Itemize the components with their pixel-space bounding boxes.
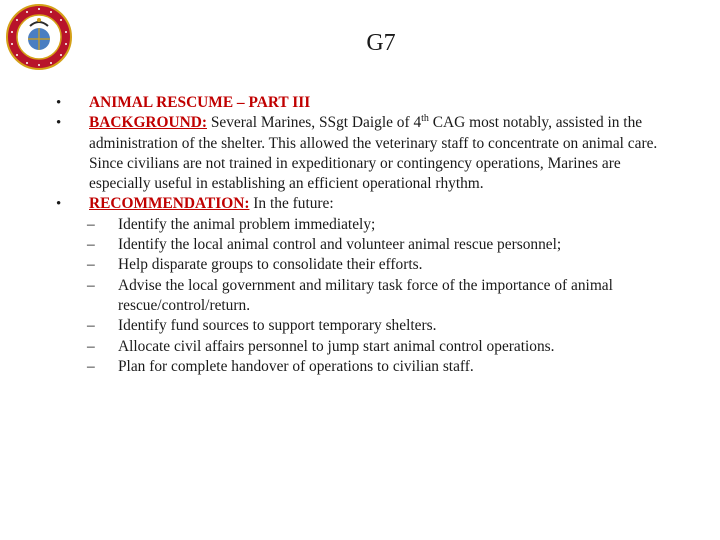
sub-list-item xyxy=(56,215,686,235)
sub-item-text: Help disparate groups to consolidate their efforts. xyxy=(118,256,423,274)
bullet-item xyxy=(56,93,686,113)
sub-list-item xyxy=(56,255,686,275)
dash-marker: – xyxy=(87,317,95,335)
sub-item-text: Identify fund sources to support temporary shelters. xyxy=(118,317,437,335)
sub-list-item xyxy=(56,337,686,357)
sub-list-item xyxy=(56,235,686,255)
slide-title: G7 xyxy=(366,30,396,56)
bullet-text: CAG most notably, assisted in the administration of the shelter. This allowed the veterinary staff to concentrate on animal care. Since civilians are not trained in expeditionary or contingency operations, Marines are especially useful in establishing an efficient operational rhythm. xyxy=(89,114,658,193)
bullet-item xyxy=(56,194,686,214)
sub-item-text: Allocate civil affairs personnel to jump start animal control operations. xyxy=(118,337,555,355)
dash-marker: – xyxy=(87,256,95,274)
sub-item-text: Identify the local animal control and volunteer animal rescue personnel; xyxy=(118,236,562,254)
bullet-text: Several Marines, SSgt Daigle of 4 xyxy=(207,114,422,132)
bullet-text: In the future: xyxy=(249,195,334,213)
sub-item-text: Plan for complete handover of operations to civilian staff. xyxy=(118,357,474,375)
bullet-marker: • xyxy=(56,196,62,213)
bullet-marker: • xyxy=(56,115,62,132)
section-heading: ANIMAL RESCUME – PART III xyxy=(89,94,311,111)
slide-body xyxy=(56,93,686,377)
dash-marker: – xyxy=(87,337,95,355)
dash-marker: – xyxy=(87,276,95,294)
section-heading: RECOMMENDATION: xyxy=(89,195,250,213)
dash-marker: – xyxy=(87,215,95,233)
section-heading: BACKGROUND: xyxy=(89,114,207,132)
sub-list-item xyxy=(56,316,686,336)
sub-list-item xyxy=(56,357,686,377)
ordinal-suffix: th xyxy=(421,113,429,125)
sub-list-item xyxy=(56,276,686,317)
sub-item-text: Advise the local government and military task force of the importance of animal rescue/control/return. xyxy=(118,276,613,314)
sub-item-text: Identify the animal problem immediately; xyxy=(118,215,376,233)
bullet-marker: • xyxy=(56,95,62,111)
bullet-item xyxy=(56,113,686,194)
dash-marker: – xyxy=(87,236,95,254)
dash-marker: – xyxy=(87,357,95,375)
